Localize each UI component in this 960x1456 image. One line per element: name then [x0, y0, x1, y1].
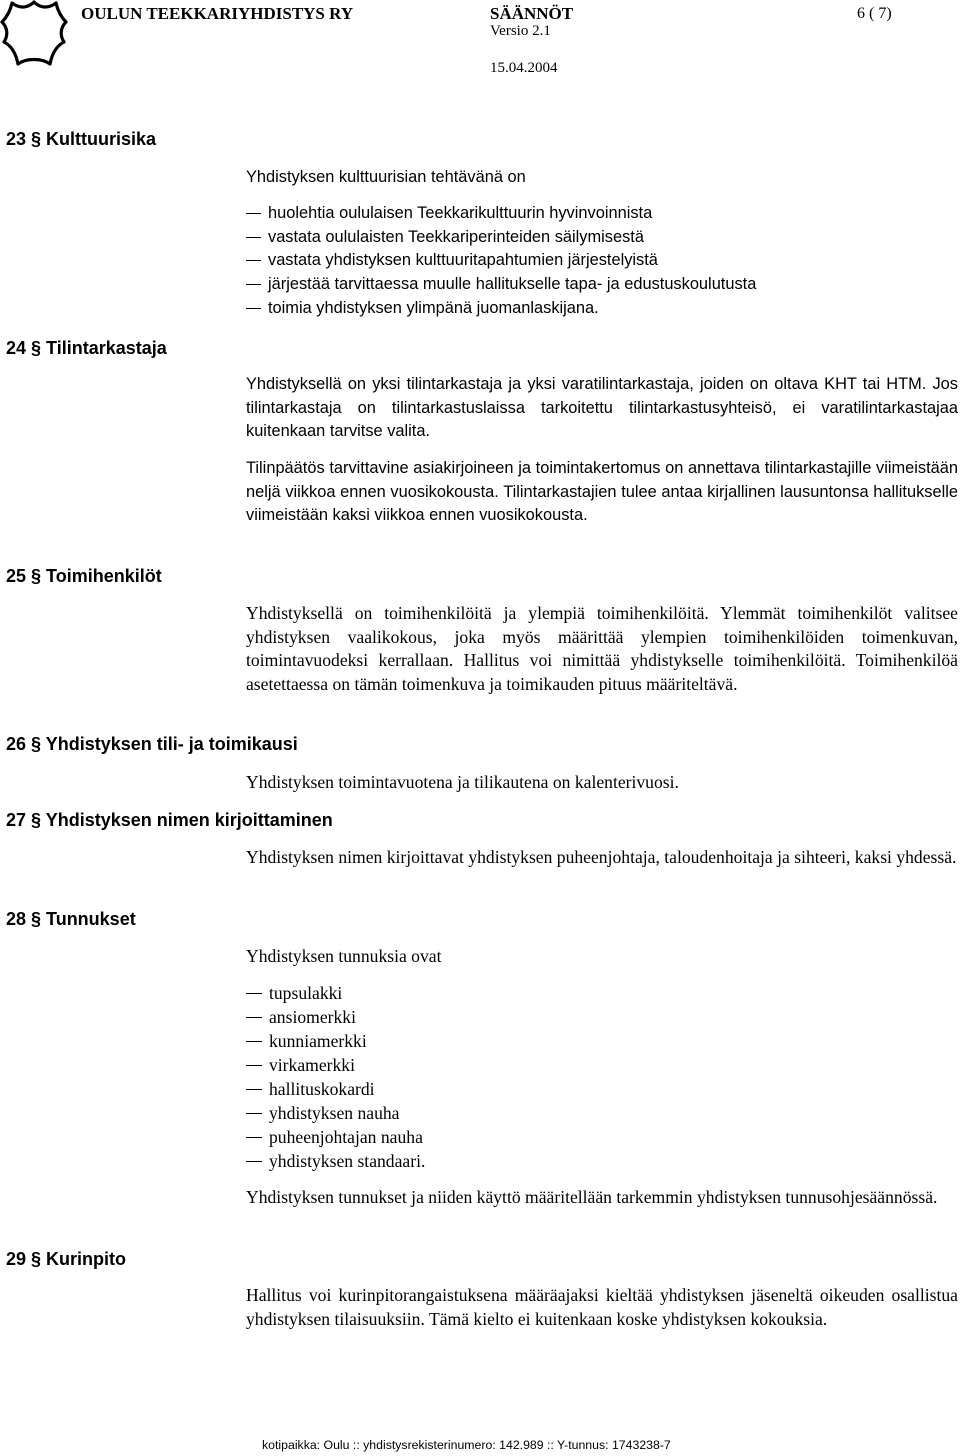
- dash-bullet: [246, 1089, 262, 1090]
- list-item: yhdistyksen standaari.: [246, 1149, 425, 1173]
- list-item: ansiomerkki: [246, 1005, 425, 1029]
- dash-bullet: [246, 1113, 262, 1114]
- version: Versio 2.1: [490, 23, 551, 39]
- list-item: virkamerkki: [246, 1053, 425, 1077]
- list-item: huolehtia oululaisen Teekkarikulttuurin hyvinvoinnista: [246, 202, 756, 226]
- list-item: järjestää tarvittaessa muulle hallitukselle tapa- ja edustuskoulutusta: [246, 273, 756, 297]
- organization-logo: [0, 0, 68, 66]
- section-28-intro: Yhdistyksen tunnuksia ovat: [246, 946, 442, 966]
- dash-bullet: [246, 308, 261, 309]
- dash-bullet: [246, 213, 261, 214]
- document-type: SÄÄNNÖT: [490, 4, 574, 23]
- list-item: kunniamerkki: [246, 1029, 425, 1053]
- list-item: tupsulakki: [246, 981, 425, 1005]
- section-25-paragraph: Yhdistyksellä on toimihenkilöitä ja ylempiä toimihenkilöitä. Ylemmät toimihenkilöt valitsee yhdistyksen vaalikokous, joka myös määrittää ylempien toimihenkilöiden toimenkuvan, toimintavuodeksi kerrallaan. Hallitus voi nimittää yhdistykselle toimihenkilöitä. Toimihenkilöä asetettaessa on tämän toimenkuva ja toimikauden pituus määriteltävä.: [246, 603, 958, 694]
- section-23-intro: Yhdistyksen kulttuurisian tehtävänä on: [246, 168, 526, 186]
- dash-bullet: [246, 1137, 262, 1138]
- section-26-heading: 26 § Yhdistyksen tili- ja toimikausi: [6, 734, 298, 754]
- list-item: yhdistyksen nauha: [246, 1101, 425, 1125]
- section-29-paragraph: Hallitus voi kurinpitorangaistuksena määräajaksi kieltää yhdistyksen jäseneltä oikeuden osallistua yhdistyksen tilaisuuksiin. Tämä kielto ei kuitenkaan koske yhdistyksen kokouksia.: [246, 1285, 958, 1329]
- list-item: toimia yhdistyksen ylimpänä juomanlaskijana.: [246, 296, 756, 320]
- dash-bullet: [246, 237, 261, 238]
- dash-bullet: [246, 284, 261, 285]
- dash-bullet: [246, 1041, 262, 1042]
- footer-registration-info: kotipaikka: Oulu :: yhdistysrekisterinumero: 142.989 :: Y-tunnus: 1743238-7: [262, 1438, 671, 1452]
- list-item: hallituskokardi: [246, 1077, 425, 1101]
- section-28-insignia-list: [246, 981, 425, 1173]
- section-24-paragraph-2: Tilinpäätös tarvittavine asiakirjoineen ja toimintakertomus on annettava tilintarkastajille viimeistään neljä viikkoa ennen vuosikokousta. Tilintarkastajien tulee antaa kirjallinen lausuntonsa hallitukselle viimeistään kaksi viikkoa ennen vuosikokousta.: [246, 459, 958, 524]
- section-28-paragraph: Yhdistyksen tunnukset ja niiden käyttö määritellään tarkemmin yhdistyksen tunnusohjesäännössä.: [246, 1187, 938, 1207]
- section-25-heading: 25 § Toimihenkilöt: [6, 566, 162, 586]
- list-item: puheenjohtajan nauha: [246, 1125, 425, 1149]
- section-28-heading: 28 § Tunnukset: [6, 909, 136, 929]
- dash-bullet: [246, 260, 261, 261]
- section-26-paragraph: Yhdistyksen toimintavuotena ja tilikautena on kalenterivuosi.: [246, 772, 679, 792]
- dash-bullet: [246, 1065, 262, 1066]
- document-date: 15.04.2004: [490, 60, 558, 76]
- section-27-paragraph: Yhdistyksen nimen kirjoittavat yhdistyksen puheenjohtaja, taloudenhoitaja ja sihteeri, kaksi yhdessä.: [246, 847, 957, 867]
- dash-bullet: [246, 993, 262, 994]
- page-number: 6 ( 7): [857, 5, 892, 22]
- dash-bullet: [246, 1017, 262, 1018]
- list-item: vastata yhdistyksen kulttuuritapahtumien järjestelyistä: [246, 249, 756, 273]
- section-23-heading: 23 § Kulttuurisika: [6, 129, 157, 149]
- section-29-heading: 29 § Kurinpito: [6, 1249, 127, 1269]
- section-24-paragraph-1: Yhdistyksellä on yksi tilintarkastaja ja yksi varatilintarkastaja, joiden on oltava KHT tai HTM. Jos tilintarkastaja on tilintarkastuslaissa tarkoitettu tilintarkastusyhteisö, ei varatilintarkastajaa kuitenkaan tarvitse valita.: [246, 375, 958, 440]
- list-item: vastata oululaisten Teekkariperinteiden säilymisestä: [246, 226, 756, 250]
- dash-bullet: [246, 1161, 262, 1162]
- section-23-duties-list: [246, 202, 756, 320]
- section-27-heading: 27 § Yhdistyksen nimen kirjoittaminen: [6, 810, 333, 830]
- section-24-heading: 24 § Tilintarkastaja: [6, 338, 167, 358]
- organization-name: OULUN TEEKKARIYHDISTYS RY: [81, 4, 354, 23]
